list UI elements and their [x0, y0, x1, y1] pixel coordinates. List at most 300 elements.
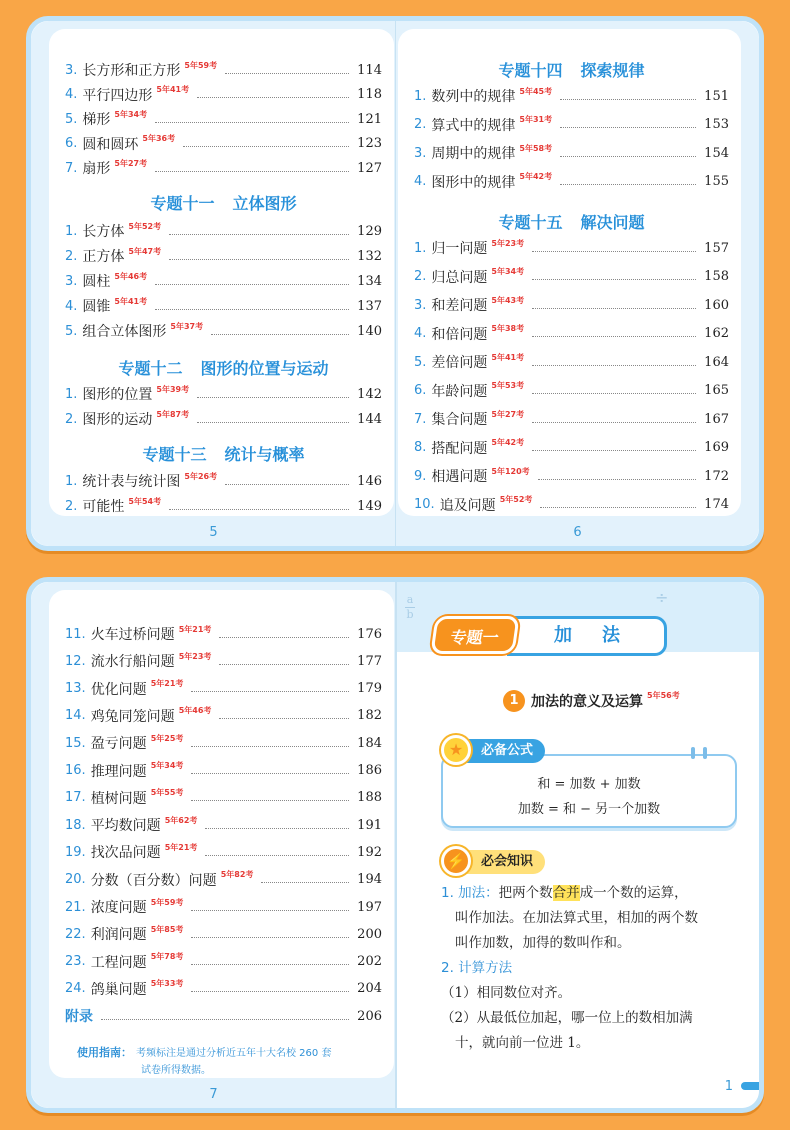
toc-entry-num: 1. — [65, 386, 78, 402]
toc-entry — [65, 732, 382, 754]
toc-leader-dots — [532, 308, 696, 309]
toc-entry-num: 6. — [65, 136, 78, 151]
topic-name: 加法 — [507, 616, 667, 656]
toc-entry-num: 14. — [65, 708, 86, 724]
topic-heading — [65, 192, 382, 216]
toc-entry-page: 132 — [357, 248, 382, 264]
toc-entry-badge: 5年26考 — [184, 471, 218, 481]
toc-entry — [65, 270, 382, 292]
guide-line-1: 考频标注是通过分析近五年十大名校 260 套 — [136, 1048, 332, 1059]
frequency-badge: 5年56考 — [647, 690, 680, 700]
toc-entry-num: 3. — [414, 297, 427, 313]
toc-entry-title: 归一问题 — [431, 241, 488, 257]
toc-leader-dots — [211, 334, 349, 335]
toc-entry-page: 174 — [704, 497, 729, 512]
toc-entry-title: 推理问题 — [90, 763, 147, 780]
toc-entry-title: 周期中的规律 — [431, 146, 516, 162]
toc-entry-badge: 5年23考 — [491, 238, 525, 248]
topic-heading-number: 专题十一 — [150, 194, 215, 213]
toc-entry-page: 186 — [357, 763, 382, 778]
topic-heading-title: 立体图形 — [232, 194, 297, 213]
toc-entry-badge: 5年39考 — [156, 384, 190, 394]
toc-entry-num: 4. — [65, 87, 78, 102]
toc-entry — [414, 114, 729, 136]
toc-entry-title: 图形中的规律 — [431, 174, 516, 191]
toc-entry — [414, 351, 729, 373]
bottom-spread — [26, 577, 764, 1113]
toc-entry-page: 123 — [357, 136, 382, 151]
toc-entry-badge: 5年34考 — [150, 761, 184, 770]
toc-leader-dots — [183, 146, 349, 147]
toc-entry-num: 2. — [65, 411, 78, 427]
toc-entry-badge: 5年59考 — [150, 897, 184, 907]
toc-entry-badge: 5年52考 — [499, 495, 533, 504]
section-number-badge: 1 — [503, 690, 525, 712]
point-2-line-2: （2）从最低位加起，哪一位上的数相加满 — [441, 1010, 693, 1026]
toc-leader-dots — [191, 910, 349, 911]
point-2-lead: 2. 计算方法 — [441, 960, 513, 976]
toc-entry-num: 1. — [65, 223, 78, 239]
toc-entry — [65, 470, 382, 492]
toc-entry — [65, 951, 382, 973]
toc-entry — [65, 84, 382, 106]
toc-entry-num: 21. — [65, 899, 86, 915]
toc-entry-title: 利润问题 — [90, 927, 147, 944]
toc-entry-page: 197 — [357, 899, 382, 915]
toc-entry-num: 7. — [65, 160, 78, 176]
toc-leader-dots — [191, 773, 349, 774]
toc-entry-title: 盈亏问题 — [90, 736, 147, 753]
page-number: 1 — [724, 1079, 733, 1094]
toc-entry-num: 5. — [414, 354, 427, 370]
toc-entry-title: 鸽巢问题 — [90, 981, 147, 998]
toc-entry-title: 梯形 — [82, 112, 111, 128]
toc-entry-num: 1. — [414, 240, 427, 256]
toc-entry-num: 23. — [65, 954, 86, 970]
toc-entry-page: 167 — [704, 411, 729, 427]
toc-leader-dots — [560, 156, 696, 157]
toc-entry-page: 192 — [357, 844, 382, 860]
toc-entry — [65, 978, 382, 1000]
lightning-icon: ⚡ — [441, 846, 471, 876]
toc-entry-num: 4. — [414, 174, 427, 189]
toc-entry-title: 火车过桥问题 — [90, 627, 175, 643]
point-1-line-2: 叫作加法。在加法算式里，相加的两个数 — [455, 910, 698, 926]
toc-leader-dots — [191, 746, 349, 747]
fraction-decoration-icon: a b — [406, 593, 414, 621]
toc-entry-num: 6. — [414, 383, 427, 398]
toc-entry-num: 8. — [414, 440, 427, 455]
toc-entry — [65, 245, 382, 267]
page-number: 7 — [209, 1087, 218, 1102]
toc-entry-title: 集合问题 — [431, 412, 488, 428]
toc-entry-page: 184 — [357, 735, 382, 751]
toc-leader-dots — [191, 800, 349, 801]
toc-entry-badge: 5年54考 — [128, 496, 162, 506]
topic-heading-number: 专题十五 — [498, 213, 563, 232]
toc-leader-dots — [219, 718, 349, 719]
toc-entry-badge: 5年21考 — [178, 624, 212, 634]
knowledge-text — [441, 881, 739, 1056]
toc-entry — [414, 85, 729, 107]
toc-entry-num: 12. — [65, 653, 86, 669]
toc-entry-num: 22. — [65, 926, 86, 942]
toc-entry-page: 146 — [357, 473, 382, 489]
toc-entry-num: 15. — [65, 735, 86, 751]
toc-leader-dots — [169, 509, 349, 510]
toc-entry-num: 2. — [65, 498, 78, 514]
toc-entry-badge: 5年42考 — [519, 172, 553, 181]
guide-line-2: 试卷所得数据。 — [141, 1065, 211, 1076]
lesson-page — [397, 582, 759, 1108]
toc-entry — [414, 142, 729, 164]
toc-leader-dots — [197, 97, 349, 98]
toc-entry-title: 分数（百分数）问题 — [90, 872, 217, 889]
toc-entry-title: 植树问题 — [90, 790, 147, 807]
toc-entry-title: 优化问题 — [90, 681, 147, 698]
toc-leader-dots — [205, 828, 349, 829]
toc-entry-title: 和倍问题 — [431, 326, 488, 343]
toc-entry-badge: 5年85考 — [150, 924, 184, 934]
topic-heading — [65, 357, 382, 381]
toc-entry-num: 24. — [65, 981, 86, 997]
toc-leader-dots — [155, 309, 349, 310]
toc-entry-title: 相遇问题 — [431, 469, 488, 485]
toc-leader-dots — [205, 855, 349, 856]
topic-heading-number: 专题十四 — [498, 61, 563, 80]
toc-entry-page: 153 — [704, 117, 729, 132]
topic-heading-title: 探索规律 — [580, 61, 645, 80]
toc-entry-badge: 5年43考 — [491, 295, 525, 305]
toc-entry-title: 图形的位置 — [82, 387, 153, 403]
toc-entry-page: 129 — [357, 223, 382, 239]
toc-leader-dots — [532, 365, 696, 366]
toc-entry — [65, 133, 382, 155]
toc-entry-num: 2. — [414, 269, 427, 284]
toc-entry-badge: 5年53考 — [491, 381, 525, 390]
toc-entry-badge: 5年45考 — [519, 86, 553, 96]
toc-entry-badge: 5年33考 — [150, 979, 184, 989]
toc-entry-badge: 5年120考 — [491, 466, 530, 476]
toc-entry-title: 平均数问题 — [90, 818, 161, 835]
toc-entry-badge: 5年37考 — [170, 321, 204, 331]
point-1-a: 把两个数 — [498, 885, 553, 901]
toc-entry-badge: 5年41考 — [156, 85, 190, 94]
topic-heading-number: 专题十二 — [118, 359, 183, 378]
toc-entry-num: 10. — [414, 497, 435, 512]
toc-entry — [65, 896, 382, 918]
star-icon: ★ — [441, 735, 471, 765]
toc-entry-page: 142 — [357, 386, 382, 402]
appendix-page: 206 — [357, 1008, 382, 1024]
toc-entry-page: 169 — [704, 440, 729, 455]
toc-leader-dots — [532, 251, 696, 252]
page-5-card — [49, 29, 394, 516]
topic-heading — [414, 211, 729, 235]
toc-entry — [65, 705, 382, 727]
formula-line-2: 加数 = 和 − 另一个加数 — [517, 802, 661, 817]
toc-entry-num: 11. — [65, 626, 86, 642]
toc-entry — [414, 408, 729, 430]
toc-entry-page: 149 — [357, 498, 382, 514]
toc-entry — [414, 171, 729, 193]
formula-tab: 必备公式 — [447, 739, 545, 763]
section-title — [503, 690, 680, 712]
toc-entry-num: 18. — [65, 817, 86, 833]
toc-entry-title: 圆锥 — [82, 299, 111, 315]
toc-entry-badge: 5年34考 — [114, 109, 148, 119]
toc-entry-page: 177 — [357, 653, 382, 669]
toc-entry-title: 找次品问题 — [90, 845, 161, 862]
toc-leader-dots — [169, 234, 349, 235]
toc-entry-num: 4. — [65, 298, 78, 314]
page-tab-marker — [741, 1082, 759, 1090]
toc-leader-dots — [532, 279, 696, 280]
toc-entry — [414, 380, 729, 402]
toc-leader-dots — [532, 422, 696, 423]
toc-entry-badge: 5年42考 — [491, 438, 525, 447]
toc-entry-page: 118 — [357, 87, 382, 102]
toc-entry-title: 年龄问题 — [431, 383, 488, 400]
page-7-card — [49, 590, 394, 1078]
topic-tag: 专题一 — [430, 616, 519, 654]
toc-entry-badge: 5年46考 — [178, 706, 212, 716]
point-1-line-3: 叫作加数，加得的数叫作和。 — [455, 935, 631, 951]
toc-leader-dots — [540, 507, 696, 508]
toc-entry-page: 172 — [704, 468, 729, 484]
toc-entry — [65, 814, 382, 836]
toc-entry-title: 追及问题 — [439, 497, 496, 514]
toc-entry-badge: 5年27考 — [491, 409, 525, 419]
toc-entry-badge: 5年41考 — [114, 296, 148, 306]
toc-leader-dots — [191, 964, 349, 965]
section-title-text: 加法的意义及运算 — [531, 694, 643, 710]
knowledge-tab: 必会知识 — [447, 850, 545, 874]
toc-entry — [65, 760, 382, 782]
toc-leader-dots — [225, 484, 349, 485]
page-7 — [31, 582, 396, 1108]
toc-entry-badge: 5年25考 — [150, 733, 184, 743]
toc-entry-title: 工程问题 — [90, 954, 147, 971]
toc-entry-badge: 5年36考 — [142, 134, 176, 143]
toc-entry-page: 160 — [704, 297, 729, 313]
toc-entry-num: 13. — [65, 681, 86, 697]
toc-entry-title: 浓度问题 — [90, 900, 147, 916]
toc-entry — [65, 650, 382, 672]
toc-entry-page: 137 — [357, 298, 382, 314]
toc-leader-dots — [560, 127, 696, 128]
toc-entry-page: 176 — [357, 626, 382, 642]
toc-entry-num: 7. — [414, 411, 427, 427]
appendix-title: 附录 — [65, 1009, 93, 1026]
toc-entry-page: 140 — [357, 323, 382, 339]
usage-guide — [77, 1044, 374, 1079]
page-number: 6 — [573, 525, 582, 540]
point-1-b: 成一个数的运算， — [579, 885, 688, 901]
toc-leader-dots — [191, 691, 349, 692]
toc-entry-page: 157 — [704, 240, 729, 256]
toc-leader-dots — [155, 122, 349, 123]
toc-entry-title: 和差问题 — [431, 298, 488, 314]
toc-entry — [65, 923, 382, 945]
point-1-lead: 1. 加法： — [441, 885, 499, 901]
toc-entry-page: 158 — [704, 269, 729, 284]
toc-entry-num: 1. — [65, 473, 78, 489]
toc-entry-badge: 5年87考 — [156, 409, 190, 419]
toc-entry — [65, 220, 382, 242]
toc-entry-page: 151 — [704, 88, 729, 104]
toc-entry-badge: 5年62考 — [164, 815, 198, 825]
toc-entry — [414, 494, 729, 516]
toc-entry-page: 165 — [704, 383, 729, 398]
page-5 — [31, 21, 396, 546]
page-6-card — [398, 29, 741, 516]
toc-entry — [414, 323, 729, 345]
toc-leader-dots — [169, 259, 349, 260]
toc-entry-title: 长方形和正方形 — [82, 63, 181, 79]
formula-line-1: 和 = 加数 + 加数 — [537, 777, 641, 792]
toc-entry-title: 平行四边形 — [82, 87, 153, 104]
toc-entry-title: 扇形 — [82, 161, 111, 177]
toc-entry-title: 圆柱 — [82, 274, 111, 290]
toc-leader-dots — [532, 450, 696, 451]
toc-leader-dots — [219, 664, 349, 665]
toc-entry-badge: 5年82考 — [220, 870, 254, 880]
toc-entry-page: 121 — [357, 111, 382, 127]
toc-entry-num: 3. — [65, 273, 78, 289]
toc-entry-num: 4. — [414, 326, 427, 341]
topic-heading-title: 解决问题 — [580, 213, 645, 232]
toc-entry-badge: 5年47考 — [128, 246, 162, 256]
toc-entry-page: 188 — [357, 790, 382, 806]
guide-label: 使用指南： — [77, 1046, 132, 1059]
toc-entry-num: 20. — [65, 872, 86, 888]
toc-entry-num: 3. — [65, 62, 78, 78]
toc-entry-num: 2. — [414, 117, 427, 132]
toc-entry-title: 算式中的规律 — [431, 117, 516, 134]
topic-heading — [414, 59, 729, 83]
toc-entry-title: 可能性 — [82, 499, 125, 515]
toc-entry-num: 3. — [414, 145, 427, 161]
toc-entry-num: 1. — [414, 88, 427, 104]
toc-entry — [414, 437, 729, 459]
toc-entry — [65, 787, 382, 809]
toc-leader-dots — [560, 99, 696, 100]
pin-decoration-icon — [691, 744, 715, 763]
toc-entry-page: 155 — [704, 174, 729, 189]
topic-heading-title: 图形的位置与运动 — [200, 359, 329, 378]
toc-entry-title: 圆和圆环 — [82, 136, 139, 153]
toc-entry-badge: 5年52考 — [128, 221, 162, 231]
toc-entry-page: 164 — [704, 354, 729, 370]
toc-leader-dots — [532, 336, 696, 337]
topic-heading-title: 统计与概率 — [224, 445, 305, 464]
toc-leader-dots — [155, 284, 349, 285]
toc-entry-title: 正方体 — [82, 249, 125, 265]
toc-entry-badge: 5年38考 — [491, 324, 525, 333]
toc-entry — [65, 383, 382, 405]
toc-entry-title: 长方体 — [82, 224, 125, 240]
toc-entry — [414, 465, 729, 487]
toc-entry-page: 194 — [357, 872, 382, 888]
toc-entry-badge: 5年55考 — [150, 788, 184, 798]
toc-entry-badge: 5年21考 — [164, 842, 198, 852]
toc-appendix — [65, 1005, 382, 1027]
toc-leader-dots — [191, 991, 349, 992]
toc-entry-badge: 5年23考 — [178, 651, 212, 661]
toc-leader-dots — [197, 422, 349, 423]
toc-entry-page: 200 — [357, 926, 382, 942]
toc-entry-page: 154 — [704, 145, 729, 161]
toc-entry — [65, 295, 382, 317]
toc-entry-badge: 5年27考 — [114, 158, 148, 168]
toc-entry-num: 19. — [65, 844, 86, 860]
toc-entry-title: 流水行船问题 — [90, 654, 175, 671]
point-2-line-1: （1）相同数位对齐。 — [441, 985, 572, 1001]
toc-entry-page: 134 — [357, 273, 382, 289]
toc-entry-title: 图形的运动 — [82, 412, 153, 428]
toc-entry — [414, 266, 729, 288]
topic-heading — [65, 443, 382, 467]
toc-entry-num: 5. — [65, 323, 78, 339]
toc-leader-dots — [532, 393, 696, 394]
toc-entry-badge: 5年58考 — [519, 143, 553, 153]
toc-entry-page: 162 — [704, 326, 729, 341]
toc-entry — [414, 294, 729, 316]
toc-entry — [65, 623, 382, 645]
page-number: 5 — [209, 525, 218, 540]
toc-entry-page: 127 — [357, 160, 382, 176]
toc-leader-dots — [219, 637, 349, 638]
toc-leader-dots — [560, 184, 696, 185]
divide-decoration-icon: ÷ — [655, 588, 669, 607]
page-6 — [396, 21, 759, 546]
top-spread — [26, 16, 764, 551]
toc-entry-num: 9. — [414, 468, 427, 484]
toc-leader-dots — [261, 882, 349, 883]
toc-entry-num: 5. — [65, 111, 78, 127]
toc-entry-page: 144 — [357, 411, 382, 427]
toc-entry-badge: 5年31考 — [519, 115, 553, 124]
toc-entry — [65, 59, 382, 81]
toc-entry-title: 搭配问题 — [431, 440, 488, 457]
toc-entry — [65, 320, 382, 342]
toc-entry-title: 归总问题 — [431, 269, 488, 286]
toc-entry-title: 数列中的规律 — [431, 89, 516, 105]
toc-entry-page: 204 — [357, 981, 382, 997]
highlight: 合并 — [552, 885, 580, 901]
topic-heading-number: 专题十三 — [142, 445, 207, 464]
toc-entry — [65, 157, 382, 179]
toc-entry-badge: 5年34考 — [491, 267, 525, 276]
toc-leader-dots — [101, 1019, 349, 1020]
toc-entry-num: 2. — [65, 248, 78, 264]
toc-entry — [65, 408, 382, 430]
toc-leader-dots — [155, 171, 349, 172]
toc-entry — [65, 869, 382, 891]
toc-leader-dots — [225, 73, 349, 74]
point-2-line-3: 十，就向前一位进 1。 — [455, 1035, 590, 1051]
toc-entry-badge: 5年78考 — [150, 952, 184, 962]
toc-leader-dots — [191, 937, 349, 938]
toc-entry-title: 鸡兔同笼问题 — [90, 708, 175, 725]
toc-entry-badge: 5年59考 — [184, 60, 218, 70]
toc-entry-page: 114 — [357, 62, 382, 78]
toc-entry-page: 179 — [357, 681, 382, 697]
toc-leader-dots — [538, 479, 697, 480]
toc-entry-title: 差倍问题 — [431, 355, 488, 371]
toc-entry — [65, 108, 382, 130]
